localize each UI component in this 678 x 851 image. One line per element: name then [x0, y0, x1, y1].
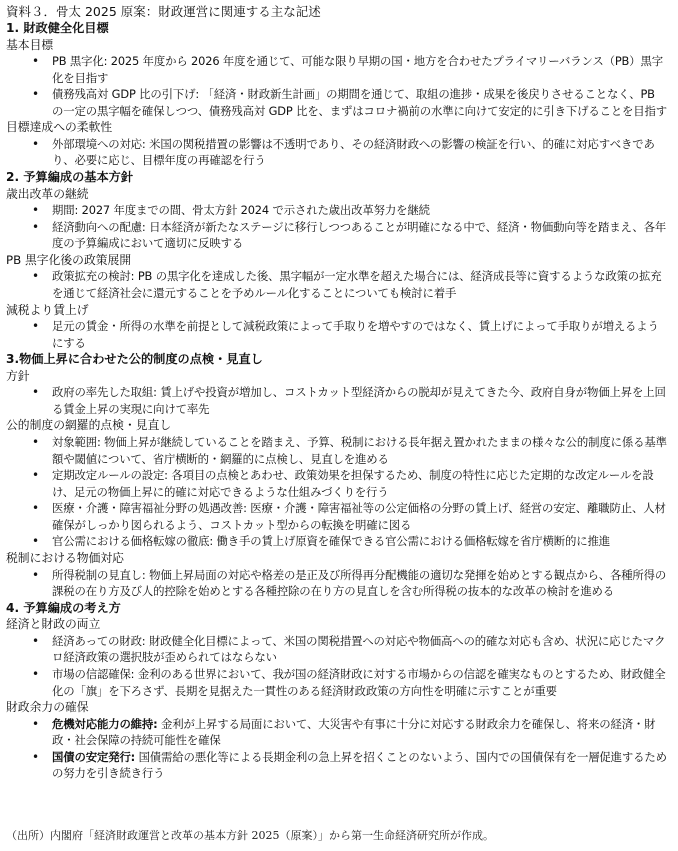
list-item: • 市場の信認確保: 金利のある世界において、我が国の経済財政に対する市場からの信認を確実なものとするため、財政健全化の「旗」を下ろさず、長期を見据えた一貫性のある経済財政政策の方向性を明確に示すことが重要: [6, 666, 672, 699]
list-item: • PB 黒字化: 2025 年度から 2026 年度を通じて、可能な限り早期の国・地方を合わせたプライマリーバランス（PB）黒字化を目指す: [6, 53, 672, 86]
subsection-heading: PB 黒字化後の政策展開: [6, 252, 132, 267]
list-item: • 債務残高対 GDP 比の引下げ: 「経済・財政新生計画」の期間を通じて、取組の進捗・成果を後戻りさせることなく、PB の一定の黒字幅を確保しつつ、債務残高対 GDP 比を、まずはコロナ禍前の水準に向けて安定的に引き下げることを目指す: [6, 86, 672, 119]
list-item: • 対象範囲: 物価上昇が継続していることを踏まえ、予算、税制における長年据え置かれたままの様々な公的制度に係る基準額や閾値について、省庁横断的・網羅的に点検し、見直しを進める: [6, 434, 672, 467]
section-heading: 4. 予算編成の考え方: [6, 600, 121, 615]
list-item: • 外部環境への対応: 米国の関税措置の影響は不透明であり、その経済財政への影響の検証を行い、的確に対応すべきであり、必要に応じ、目標年度の再確認を行う: [6, 136, 672, 169]
subsection-heading: 目標達成への柔軟性: [6, 120, 113, 135]
subsection-heading: 税制における物価対応: [6, 551, 124, 566]
list-item: • 所得税制の見直し: 物価上昇局面の対応や格差の是正及び所得再分配機能の適切な発揮を始めとする観点から、各種所得の課税の在り方及び人的控除を始めとする各種控除の在り方の見直しを含む所得税の抜本的な改革の検討を進める: [6, 567, 672, 600]
document-body: [6, 20, 672, 782]
bullet-list: [6, 434, 672, 550]
section-heading: 1. 財政健全化目標: [6, 21, 109, 35]
list-item: • 危機対応能力の維持: 金利が上昇する局面において、大災害や有事に十分に対応する財政余力を確保し、将来の経済・財政・社会保障の持続可能性を確保: [6, 716, 672, 749]
subsection-heading: 経済と財政の両立: [6, 617, 101, 632]
bullet-list: [6, 633, 672, 699]
document-title: 資料３．骨太 2025 原案：財政運営に関連する主な記述: [6, 4, 321, 19]
list-item: • 期間: 2027 年度までの間、骨太方針 2024 で示された歳出改革努力を継続: [6, 202, 672, 219]
subsection-heading: 減税より賃上げ: [6, 302, 89, 317]
list-item: • 経済あっての財政: 財政健全化目標によって、米国の関税措置への対応や物価高への的確な対応も含め、状況に応じたマクロ経済政策の選択肢が歪められてはならない: [6, 633, 672, 666]
list-item: • 政策拡充の検討: PB の黒字化を達成した後、黒字幅が一定水準を超えた場合には、経済成長等に資するような政策の拡充を通じて経済社会に還元することを予めルール化することについても検討に着手: [6, 268, 672, 301]
subsection-heading: 方針: [6, 368, 30, 383]
list-item: • 官公需における価格転嫁の徹底: 働き手の賃上げ原資を確保できる官公需における価格転嫁を省庁横断的に推進: [6, 533, 672, 550]
list-item: • 政府の率先した取組: 賃上げや投資が増加し、コストカット型経済からの脱却が見えてきた今、政府自身が物価上昇を上回る賃金上昇の実現に向けて率先: [6, 384, 672, 417]
list-item: • 足元の賃金・所得の水準を前提として減税政策によって手取りを増やすのではなく、賃上げによって手取りが増えるようにする: [6, 318, 672, 351]
subsection-heading: 財政余力の確保: [6, 700, 89, 715]
bullet-list: [6, 268, 672, 301]
bullet-list: [6, 567, 672, 600]
list-item: • 経済動向への配慮: 日本経済が新たなステージに移行しつつあることが明確になる中で、経済・物価動向等を踏まえ、各年度の予算編成において適切に反映する: [6, 219, 672, 252]
bullet-list: [6, 384, 672, 417]
bullet-list: [6, 318, 672, 351]
subsection-heading: 基本目標: [6, 37, 54, 52]
list-item: • 医療・介護・障害福祉分野の処遇改善: 医療・介護・障害福祉等の公定価格の分野の賃上げ、経営の安定、離職防止、人材確保がしっかり図られるよう、コストカット型からの転換を明確に図る: [6, 500, 672, 533]
section-heading: 3.物価上昇に合わせた公的制度の点検・見直し: [6, 352, 263, 367]
bullet-list: [6, 136, 672, 169]
source-note: （出所）内閣府「経済財政運営と改革の基本方針 2025（原案）」から第一生命経済研究所が作成。: [6, 829, 494, 842]
bullet-list: [6, 716, 672, 782]
bullet-list: [6, 202, 672, 252]
list-item: • 定期改定ルールの設定: 各項目の点検とあわせ、政策効果を担保するため、制度の特性に応じた定期的な改定ルールを設け、足元の物価上昇に的確に対応できるような仕組みづくりを行う: [6, 467, 672, 500]
section-heading: 2. 予算編成の基本方針: [6, 170, 134, 185]
bullet-list: [6, 53, 672, 119]
list-item: • 国債の安定発行: 国債需給の悪化等による長期金利の急上昇を招くことのないよう、国内での国債保有を一層促進するための努力を引き続き行う: [6, 749, 672, 782]
subsection-heading: 歳出改革の継続: [6, 186, 89, 201]
subsection-heading: 公的制度の網羅的点検・見直し: [6, 418, 172, 433]
